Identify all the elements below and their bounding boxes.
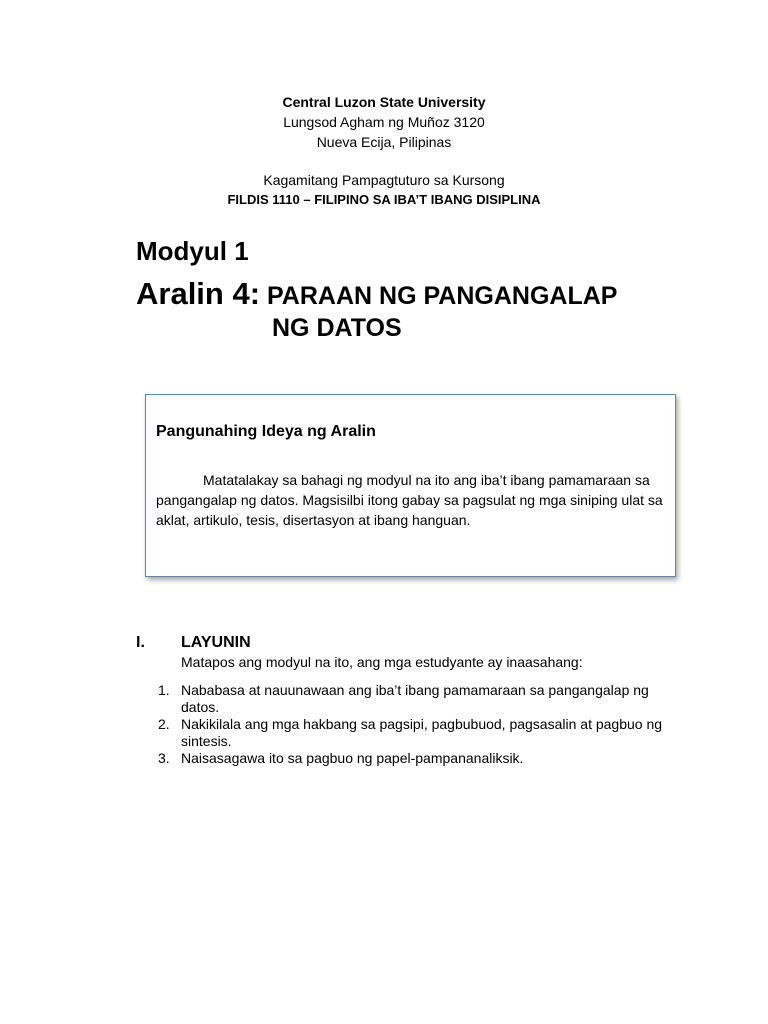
university-name: Central Luzon State University xyxy=(282,94,486,110)
module-number: Modyul 1 xyxy=(136,236,249,266)
lesson-title-line-2: NG DATOS xyxy=(272,314,402,342)
list-item xyxy=(158,682,688,716)
address-line-1: Lungsod Agham ng Muñoz 3120 xyxy=(283,114,485,130)
course-title: FILDIS 1110 – FILIPINO SA IBA’T IBANG DISIPLINA xyxy=(227,192,541,207)
course-subtitle: Kagamitang Pampagtuturo sa Kursong xyxy=(263,172,505,188)
list-item-number: 1. xyxy=(158,682,170,698)
list-item-number: 2. xyxy=(158,716,170,732)
list-item-text: Nababasa at nauunawaan ang iba’t ibang pamamaraan sa pangangalap ng datos. xyxy=(181,682,649,715)
lesson-label: Aralin 4: xyxy=(136,276,261,311)
address-line-2: Nueva Ecija, Pilipinas xyxy=(316,134,452,150)
document-header xyxy=(0,92,768,210)
list-item xyxy=(158,716,688,750)
main-idea-heading: Pangunahing Ideya ng Aralin xyxy=(156,423,376,440)
objectives-list xyxy=(158,682,688,767)
objectives-intro: Matapos ang modyul na ito, ang mga estudyante ay inaasahang: xyxy=(181,654,583,670)
list-item-number: 3. xyxy=(158,750,170,766)
spacer xyxy=(0,152,768,170)
objectives-section-number: I. xyxy=(136,634,145,651)
main-idea-body: Matatalakay sa bahagi ng modyul na ito ang iba’t ibang pamamaraan sa pangangalap ng datos. Magsisilbi itong gabay sa pagsulat ng mga siniping ulat sa aklat, artikulo, tesis, disertasyon at ibang hanguan. xyxy=(156,472,663,528)
lesson-title xyxy=(136,276,617,312)
list-item-text: Nakikilala ang mga hakbang sa pagsipi, pagbubuod, pagsasalin at pagbuo ng sintesis. xyxy=(181,716,663,749)
objectives-heading: LAYUNIN xyxy=(181,634,251,651)
list-item-text: Naisasagawa ito sa pagbuo ng papel-pampananaliksik. xyxy=(181,750,524,766)
lesson-title-line-1: PARAAN NG PANGANGALAP xyxy=(260,282,618,310)
main-idea-box xyxy=(145,394,676,577)
list-item xyxy=(158,750,688,767)
